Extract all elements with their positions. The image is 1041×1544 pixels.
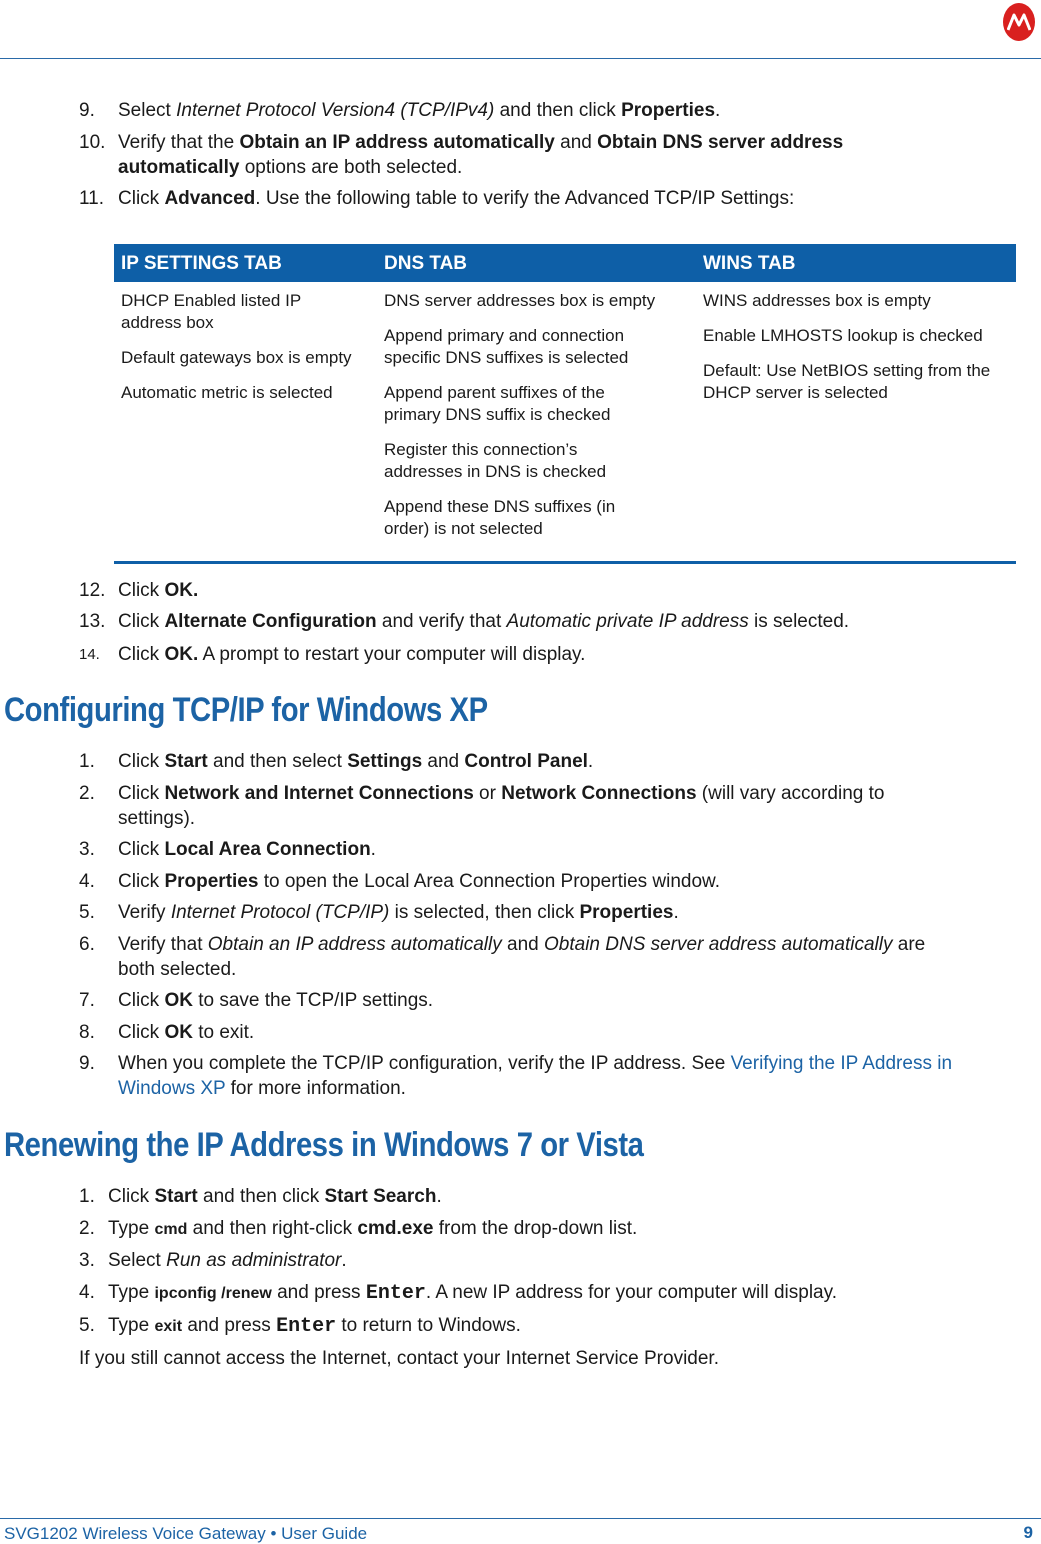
text: Click	[118, 783, 165, 804]
text: Select	[108, 1250, 167, 1271]
text: Obtain DNS server address automatically	[544, 934, 893, 955]
verifying-ip-link[interactable]: Verifying the IP Address in	[730, 1053, 953, 1074]
text: and	[422, 751, 465, 772]
text: to return to Windows.	[336, 1315, 521, 1336]
text: to open the Local Area Connection Properties window.	[258, 871, 721, 892]
text: Click	[118, 871, 165, 892]
text: Alternate Configuration	[164, 611, 377, 632]
header-wins-tab: WINS TAB	[703, 253, 796, 274]
text: cmd	[154, 1221, 188, 1238]
text: .	[370, 839, 376, 860]
text: OK.	[164, 644, 199, 665]
table-cell: Append parent suffixes of the primary DNS suffix is checked	[384, 383, 611, 424]
step-number: 8.	[79, 1022, 95, 1043]
text: Advanced	[164, 188, 256, 209]
text: both selected.	[118, 959, 237, 980]
footer-title: SVG1202 Wireless Voice Gateway • User Guide	[4, 1524, 368, 1543]
text: options are both selected.	[239, 157, 463, 178]
text: Network Connections	[501, 783, 697, 804]
text: and	[554, 132, 598, 153]
text: .	[587, 751, 594, 772]
heading-renewing-ip: Renewing the IP Address in Windows 7 or Vista	[4, 1126, 644, 1164]
table-col-ip-settings	[121, 290, 366, 417]
text: Click	[118, 580, 165, 601]
motorola-m-icon	[1007, 13, 1031, 31]
step-number: 2.	[79, 783, 95, 804]
text: cmd.exe	[357, 1218, 434, 1239]
table-cell: DHCP Enabled listed IP address box	[121, 291, 301, 332]
step-number: 14.	[79, 646, 100, 663]
text: is selected.	[748, 611, 850, 632]
table-header	[114, 244, 1016, 282]
text: exit	[154, 1318, 183, 1335]
table-col-wins	[703, 290, 1013, 417]
text: automatically	[118, 157, 240, 178]
text: Click	[118, 644, 165, 665]
text: Properties	[164, 871, 259, 892]
text: are	[892, 934, 926, 955]
text: Network and Internet Connections	[164, 783, 474, 804]
table-cell: Default: Use NetBIOS setting from the DHCP server is selected	[703, 361, 991, 402]
step-number: 10.	[79, 132, 106, 153]
text: OK	[164, 990, 193, 1011]
text: A prompt to restart your computer will display.	[198, 644, 586, 665]
text: Type	[108, 1315, 155, 1336]
text: Click	[118, 839, 165, 860]
step-number: 1.	[79, 751, 95, 772]
text: OK	[164, 1022, 193, 1043]
step-number: 3.	[79, 1250, 95, 1271]
table-cell: Automatic metric is selected	[121, 383, 333, 402]
step-number: 9.	[79, 1053, 95, 1074]
step-number: 3.	[79, 839, 95, 860]
text: Select	[118, 100, 177, 121]
text: Click	[118, 188, 165, 209]
text: to exit.	[192, 1022, 255, 1043]
text: is selected, then click	[389, 902, 580, 923]
step-number: 9.	[79, 100, 95, 121]
text: and verify that	[376, 611, 507, 632]
text: and then select	[207, 751, 348, 772]
text: .	[341, 1250, 347, 1271]
table-cell: Default gateways box is empty	[121, 348, 352, 367]
text: Verify that the	[118, 132, 240, 153]
text: or	[473, 783, 502, 804]
header-ip-settings-tab: IP SETTINGS TAB	[121, 253, 282, 274]
text: for more information.	[225, 1078, 406, 1099]
text: to save the TCP/IP settings.	[192, 990, 434, 1011]
text: from the drop-down list.	[433, 1218, 638, 1239]
text: .	[436, 1186, 442, 1207]
text: .	[673, 902, 679, 923]
table-bottom-rule	[114, 561, 1016, 564]
text: and	[501, 934, 544, 955]
step-number: 1.	[79, 1186, 95, 1207]
table-cell: DNS server addresses box is empty	[384, 291, 656, 310]
text: Internet Protocol (TCP/IP)	[170, 902, 390, 923]
header-dns-tab: DNS TAB	[384, 253, 468, 274]
text: Control Panel	[464, 751, 588, 772]
text: Properties	[579, 902, 674, 923]
step-number: 12.	[79, 580, 106, 601]
page-number: 9	[1023, 1523, 1033, 1542]
table-cell: Register this connection’s addresses in DNS is checked	[384, 440, 607, 481]
text: Obtain DNS server address	[597, 132, 844, 153]
text: settings).	[118, 808, 196, 829]
verifying-ip-link-cont[interactable]: Windows XP	[118, 1078, 226, 1099]
text: . A new IP address for your computer will display.	[425, 1282, 837, 1303]
text: OK.	[164, 580, 199, 601]
text: Type	[108, 1282, 155, 1303]
step-number: 4.	[79, 871, 95, 892]
closing-note: If you still cannot access the Internet, contact your Internet Service Provider.	[79, 1348, 719, 1369]
text: Click	[118, 751, 165, 772]
step-number: 6.	[79, 934, 95, 955]
step-number: 5.	[79, 902, 95, 923]
text: Verify that	[118, 934, 208, 955]
text: Click	[118, 1022, 165, 1043]
text: Click	[118, 611, 165, 632]
text: Settings	[347, 751, 423, 772]
text: When you complete the TCP/IP configuration, verify the IP address. See	[118, 1053, 731, 1074]
text: Start Search	[324, 1186, 437, 1207]
text: (will vary according to	[696, 783, 885, 804]
text: Run as administrator	[166, 1250, 342, 1271]
text: and then click	[494, 100, 622, 121]
text: Verify	[118, 902, 171, 923]
motorola-logo	[1003, 3, 1035, 41]
footer-rule	[0, 1518, 1041, 1519]
text: .	[715, 100, 721, 121]
text: Obtain an IP address automatically	[207, 934, 502, 955]
text: Automatic private IP address	[506, 611, 749, 632]
heading-configuring-xp: Configuring TCP/IP for Windows XP	[4, 691, 488, 729]
text: and press	[182, 1315, 277, 1336]
text: Internet Protocol Version4 (TCP/IPv4)	[176, 100, 495, 121]
header-rule	[0, 58, 1041, 59]
text: Enter	[276, 1315, 337, 1338]
text: Type	[108, 1218, 155, 1239]
step-number: 7.	[79, 990, 95, 1011]
text: and then click	[197, 1186, 325, 1207]
step-number: 2.	[79, 1218, 95, 1239]
step-number: 4.	[79, 1282, 95, 1303]
step-number: 11.	[79, 188, 105, 209]
text: Click	[108, 1186, 155, 1207]
text: Obtain an IP address automatically	[239, 132, 555, 153]
table-cell: Enable LMHOSTS lookup is checked	[703, 326, 983, 345]
text: Start	[154, 1186, 198, 1207]
text: and press	[271, 1282, 366, 1303]
text: ipconfig /renew	[154, 1285, 272, 1302]
text: Start	[164, 751, 208, 772]
text: Enter	[365, 1282, 426, 1305]
text: Click	[118, 990, 165, 1011]
text: . Use the following table to verify the Advanced TCP/IP Settings:	[255, 188, 795, 209]
step-number: 13.	[79, 611, 106, 632]
table-cell: Append primary and connection specific DNS suffixes is selected	[384, 326, 629, 367]
step-number: 5.	[79, 1315, 95, 1336]
text: and then right-click	[187, 1218, 358, 1239]
text: Local Area Connection	[164, 839, 371, 860]
text: Properties	[621, 100, 716, 121]
table-cell: Append these DNS suffixes (in order) is not selected	[384, 497, 616, 538]
table-col-dns	[384, 290, 689, 553]
table-cell: WINS addresses box is empty	[703, 291, 931, 310]
